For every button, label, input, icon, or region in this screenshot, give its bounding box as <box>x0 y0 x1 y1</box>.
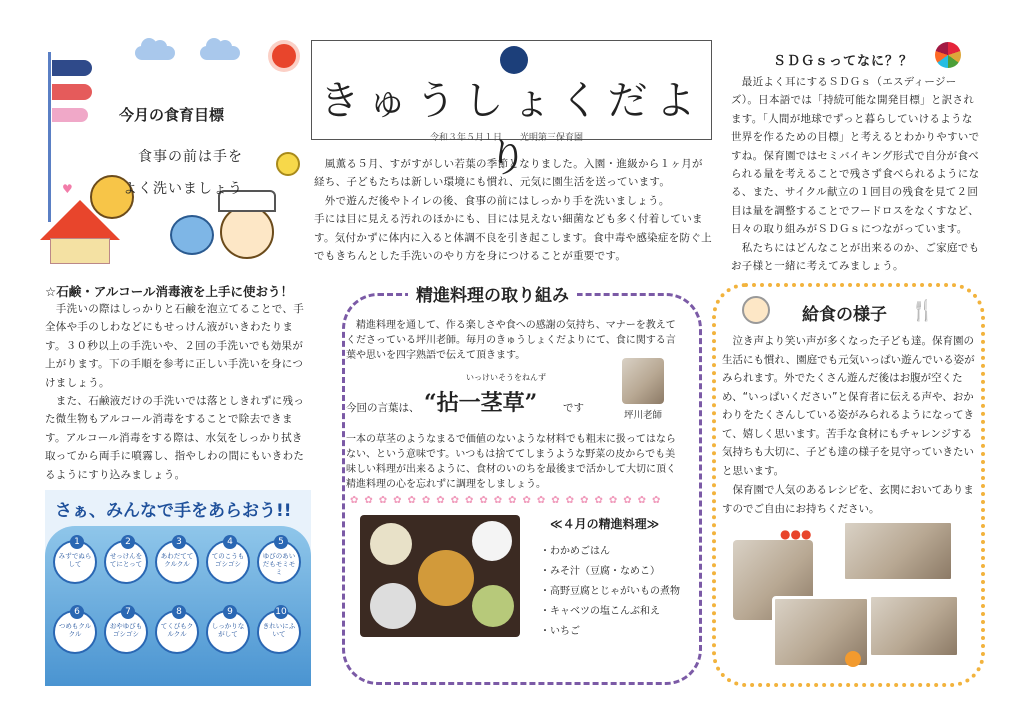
shojin-meal-photo <box>360 515 520 637</box>
step-label: ゆびのあいだもモミモミ <box>262 552 296 576</box>
menu-item: ・みそ汁（豆腐・なめこ） <box>540 566 660 577</box>
child-icon <box>220 205 274 259</box>
step-number: 5 <box>274 535 288 549</box>
sdgs-para: 私たちにはどんなことが出来るのか、ご家庭でもお子様と一緒に考えてみましょう。 <box>731 241 980 273</box>
kyushoku-para2: 保育園で人気のあるレシピを、玄関においてありますのでご自由にお持ちください。 <box>722 484 974 515</box>
lunch-photo-4 <box>868 594 960 658</box>
handwash-step <box>104 537 148 584</box>
kyushoku-heading: 給食の様子 <box>802 305 887 325</box>
handwash-step <box>257 607 301 654</box>
hygiene-para: 手洗いの際はしっかりと石鹸を泡立てることで、手全体や手のしわなどにもせっけん液がいきわたります。３０秒以上の手洗いや、２回の手洗いでも効果が上がります。下の手順を参考に正しい手洗いを身につけましょう。 <box>45 303 304 389</box>
dish <box>418 550 474 606</box>
teacher-photo <box>622 358 664 404</box>
chef-icon <box>742 296 770 324</box>
shojin-heading: 精進料理の取り組み <box>408 281 577 306</box>
hygiene-para: また、石鹸液だけの手洗いでは落としきれずに残った微生物もアルコール消毒をすることで除去できます。アルコール消毒をする際は、水気をしっかり拭き取ってから両手に噴霧し、指やしわの間にもいきわたるようにすり込みましょう。 <box>45 395 305 481</box>
step-number: 6 <box>70 605 84 619</box>
menu-item: ・キャベツの塩こんぶ和え <box>540 606 660 617</box>
intro-para: 外で遊んだ後やトイレの後、食事の前にはしっかり手を洗いましょう。 <box>314 194 670 207</box>
step-label: せっけんをてにとって <box>109 552 143 568</box>
hygiene-heading: ☆石鹸・アルコール消毒液を上手に使おう！ <box>45 284 293 299</box>
handwash-step <box>155 607 199 654</box>
step-label: てのこうもゴシゴシ <box>211 552 245 568</box>
step-number: 7 <box>121 605 135 619</box>
handwash-step <box>53 537 97 584</box>
tomato-icon: ●●● <box>780 527 812 541</box>
step-number: 1 <box>70 535 84 549</box>
sdgs-heading: ＳＤＧｓってなに？？ <box>773 54 914 69</box>
menu-item: ・いちご <box>540 626 580 637</box>
step-number: 9 <box>223 605 237 619</box>
handwash-step <box>257 537 301 584</box>
word-main: “拈一茎草” <box>424 390 538 416</box>
sdgs-para: 最近よく耳にするＳＤＧｓ（エスディージーズ）。日本語では「持続可能な開発目標」と訳されます。「人間が地球でずっと暮らしていけるような世界を作るための目標」と考えるとわかりやすいですね。保育園ではセミバイキング形式で自分が食べられる量を考えることで残さず食べられるようになる、また、サイクル献立の１回目の残食を見て２回目は量を調整することでフードロスをなくすなど、日々の取り組みがＳＤＧｓにつながっています。 <box>731 76 980 236</box>
utensils-icon: 🍴 <box>910 298 935 322</box>
dish <box>370 583 416 629</box>
lunch-photo-3 <box>842 520 954 582</box>
word-suffix: です <box>563 402 584 414</box>
step-label: しっかりながして <box>211 622 245 638</box>
chick-icon <box>276 152 300 176</box>
word-prefix: 今回の言葉は、 <box>346 402 420 414</box>
intro-text <box>314 155 712 265</box>
step-number: 2 <box>121 535 135 549</box>
sun-icon <box>272 44 296 68</box>
flagpole-icon <box>48 52 51 222</box>
word-ruby: いっけいそうをねんず <box>466 373 546 382</box>
handwash-step <box>206 537 250 584</box>
dish <box>370 523 412 565</box>
koinobori-blue-icon <box>52 108 88 122</box>
handwash-poster <box>45 490 311 686</box>
shojin-para2: 一本の草茎のようなまるで価値のないような材料でも粗末に扱ってはならない、という意味です。いつもは捨ててしまうような野菜の皮からでも美味しい料理が出来るように、食材のいのちを最後まで活かして大切に頂く精進料理の心を忘れずに調理をしましょう。 <box>346 434 676 490</box>
mouse-icon <box>170 215 214 255</box>
cloud-icon <box>200 46 240 60</box>
mikan-icon <box>845 651 861 667</box>
handwash-step <box>53 607 97 654</box>
koinobori-black-icon <box>52 60 92 76</box>
step-number: 10 <box>275 607 287 617</box>
house-wall <box>50 238 110 264</box>
heart-icon: ♥ <box>62 182 73 196</box>
hygiene-text <box>45 300 309 484</box>
step-label: てくびもクルクル <box>160 622 194 638</box>
strawberry-dish <box>472 521 512 561</box>
sdgs-text <box>731 73 983 275</box>
step-label: あわだててクルクル <box>160 552 194 568</box>
step-label: きれいにふいて <box>262 622 296 638</box>
goal-heading: 今月の食育目標 <box>119 106 225 124</box>
step-label: おやゆびもゴシゴシ <box>109 622 143 638</box>
kyushoku-para: 泣き声より笑い声が多くなった子ども達。保育園の生活にも慣れ、園庭でも元気いっぱい遊んでいる姿がみられます。外でたくさん遊んだ後はお腹が空くため、“いっぱいください”と保育者に伝える声や、おかわりをたくさんしている姿がみられるようになってきて、嬉しく思います。苦手な食材にもチャレンジする気持ちも大切に、子ども達の様子を見守っていきたいと思います。 <box>722 335 975 477</box>
goal-line2: よく洗いましょう <box>123 181 243 197</box>
step-number: 8 <box>172 605 186 619</box>
handwash-step <box>104 607 148 654</box>
handwash-banner: さぁ、みんなで手をあらおう!! <box>55 501 292 521</box>
sdgs-wheel-icon <box>935 42 961 68</box>
page-title: きゅうしょくだより <box>319 78 704 181</box>
handwash-step <box>206 607 250 654</box>
step-number: 3 <box>172 535 186 549</box>
cloud-icon <box>135 46 175 60</box>
menu-list <box>540 542 680 642</box>
dish <box>472 585 514 627</box>
intro-para: 手には目に見える汚れのほかにも、目には見えない細菌なども多く付着しています。気付かずに体内に入ると体調不良を引き起こします。食中毒や感染症を防ぐ上でもきちんとした手洗いのやり方を身につけることが重要です。 <box>314 213 712 263</box>
menu-item: ・わかめごはん <box>540 546 610 557</box>
koinobori-red-icon <box>52 84 92 100</box>
issue-date: 令和３年５月１日 光明第三保育園 <box>430 133 584 143</box>
menu-title: ≪４月の精進料理≫ <box>550 517 660 531</box>
teacher-caption: 坪川老師 <box>624 410 663 421</box>
flower-border: ✿✿✿✿✿✿✿✿✿✿✿✿✿✿✿✿✿✿✿✿✿✿ <box>350 495 667 505</box>
handwash-step <box>155 537 199 584</box>
step-label: みずでぬらして <box>58 552 92 568</box>
shojin-para: 精進料理を通して、作る楽しさや食への感謝の気持ち、マナーを教えてくださっている坪川老師。毎月のきゅうしょくだよりにて、食に関する言葉や思いを四字熟語で伝えて頂きます。 <box>346 320 676 361</box>
goal-line1: 食事の前は手を <box>138 149 243 165</box>
intro-para: 風薫る５月、すがすがしい若葉の季節となりました。入園・進級から１ヶ月が経ち、子どもたちは新しい環境にも慣れ、元気に園生活を送っています。 <box>314 158 703 189</box>
step-number: 4 <box>223 535 237 549</box>
menu-item: ・高野豆腐とじゃがいもの煮物 <box>540 586 680 597</box>
step-label: つめもクルクル <box>58 622 92 638</box>
